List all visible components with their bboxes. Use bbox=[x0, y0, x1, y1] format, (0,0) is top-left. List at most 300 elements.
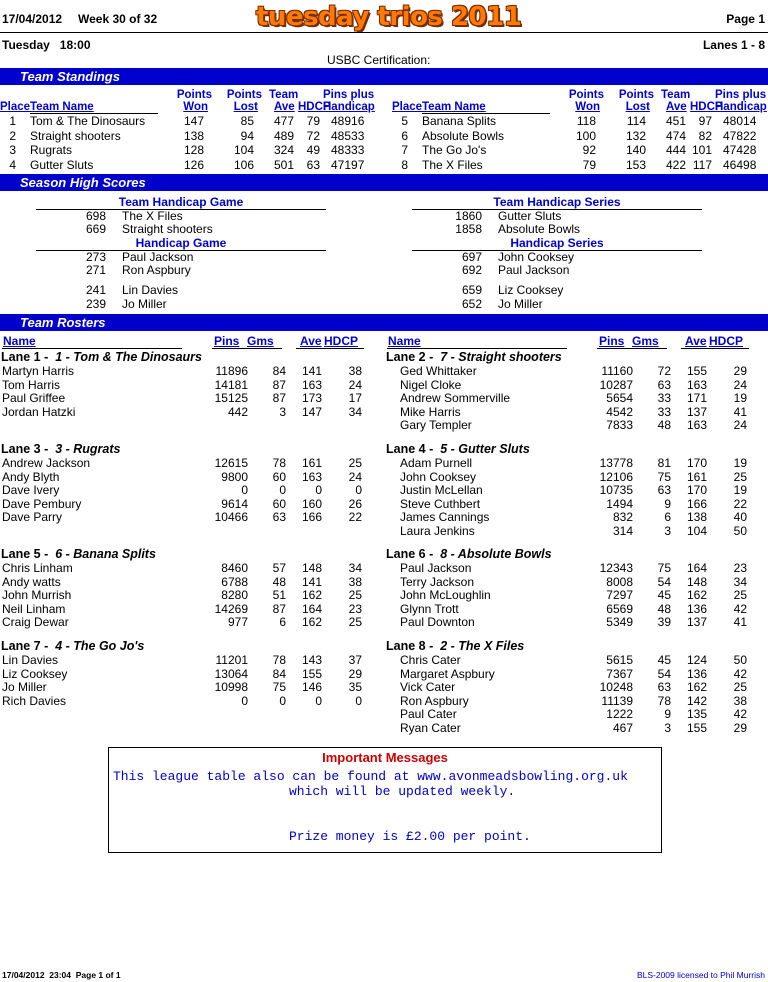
roster-average: 161 bbox=[686, 469, 707, 484]
lane-team-name: 2 - The X Files bbox=[440, 639, 525, 653]
messages-title: Important Messages bbox=[322, 750, 448, 765]
roster-handicap: 34 bbox=[348, 404, 362, 419]
roster-games: 45 bbox=[657, 653, 671, 667]
roster-handicap: 19 bbox=[733, 391, 747, 405]
roster-games: 63 bbox=[272, 510, 286, 524]
roster-col-ave: Ave bbox=[685, 334, 707, 348]
high-score-value: 1858 bbox=[455, 222, 482, 236]
standings-col-ave-1: Team bbox=[269, 89, 299, 101]
high-score-name: Paul Jackson bbox=[122, 250, 194, 264]
roster-games: 63 bbox=[657, 377, 671, 392]
roster-pins: 11160 bbox=[601, 364, 633, 378]
standings-points-won: 147 bbox=[183, 114, 204, 128]
high-score-name: Gutter Sluts bbox=[498, 209, 562, 223]
high-scores-heading: Season High Scores bbox=[20, 175, 146, 190]
roster-games: 84 bbox=[272, 666, 286, 681]
standings-points-lost: 114 bbox=[626, 114, 646, 128]
roster-player-name: Vick Cater bbox=[400, 680, 456, 694]
roster-pins: 14269 bbox=[214, 601, 248, 616]
roster-games: 3 bbox=[279, 404, 286, 419]
roster-handicap: 25 bbox=[733, 680, 747, 694]
messages-line-2: which will be updated weekly. bbox=[289, 784, 516, 799]
roster-player-name: Dave Parry bbox=[2, 510, 63, 524]
roster-player-name: Ron Aspbury bbox=[400, 693, 469, 708]
roster-average: 163 bbox=[301, 377, 322, 392]
standings-pins-plus: 48333 bbox=[331, 143, 365, 157]
roster-pins: 10735 bbox=[599, 483, 633, 497]
roster-handicap: 24 bbox=[733, 377, 747, 392]
roster-average: 170 bbox=[686, 483, 707, 497]
standings-col-lost-1: Points bbox=[618, 89, 654, 101]
roster-games: 48 bbox=[657, 601, 671, 616]
roster-handicap: 24 bbox=[733, 418, 747, 432]
lane-number: Lane 5 - bbox=[1, 547, 49, 561]
standings-col-hdcp: HDCP bbox=[298, 101, 331, 113]
standings-place: 5 bbox=[401, 114, 408, 128]
standings-team-name: Straight shooters bbox=[30, 128, 121, 143]
roster-player-name: John McLoughlin bbox=[400, 588, 491, 602]
roster-games: 60 bbox=[272, 469, 286, 484]
roster-pins: 7297 bbox=[606, 588, 633, 602]
roster-games: 75 bbox=[272, 680, 286, 694]
roster-average: 164 bbox=[301, 601, 322, 616]
standings-pins-plus: 48916 bbox=[331, 114, 365, 128]
roster-average: 163 bbox=[686, 377, 707, 392]
roster-handicap: 23 bbox=[733, 561, 747, 575]
roster-player-name: Martyn Harris bbox=[2, 364, 75, 378]
standings-col-won-1: Points bbox=[176, 89, 212, 101]
footer-printed: 17/04/2012 23:04 Page 1 of 1 bbox=[2, 970, 121, 980]
standings-hdcp: 79 bbox=[306, 114, 320, 128]
week-label: Week 30 of 32 bbox=[78, 12, 158, 26]
high-score-title: Handicap Series bbox=[510, 236, 604, 250]
roster-col-name: Name bbox=[388, 334, 421, 348]
roster-average: 142 bbox=[686, 693, 707, 708]
roster-pins: 6569 bbox=[606, 601, 633, 616]
roster-games: 63 bbox=[657, 483, 671, 497]
roster-player-name: Gary Templer bbox=[400, 418, 472, 432]
roster-handicap: 29 bbox=[348, 666, 362, 681]
standings-place: 3 bbox=[9, 143, 16, 157]
roster-col-ave: Ave bbox=[300, 334, 322, 348]
roster-handicap: 37 bbox=[348, 653, 362, 667]
roster-handicap: 22 bbox=[733, 496, 747, 511]
standings-col-lost-1: Points bbox=[226, 89, 262, 101]
roster-average: 166 bbox=[301, 510, 322, 524]
roster-games: 78 bbox=[657, 693, 671, 708]
roster-pins: 13778 bbox=[599, 456, 633, 470]
roster-pins: 11896 bbox=[215, 364, 248, 378]
roster-pins: 13064 bbox=[214, 666, 248, 681]
roster-player-name: James Cannings bbox=[400, 510, 490, 524]
high-score-name: Jo Miller bbox=[122, 297, 167, 311]
roster-handicap: 25 bbox=[733, 469, 747, 484]
high-score-value: 659 bbox=[461, 283, 482, 297]
roster-player-name: Margaret Aspbury bbox=[400, 666, 495, 681]
roster-average: 155 bbox=[686, 364, 707, 378]
standings-points-won: 128 bbox=[183, 143, 204, 157]
lane-number: Lane 1 - bbox=[1, 350, 49, 364]
high-score-value: 698 bbox=[85, 209, 106, 223]
standings-team-ave: 477 bbox=[273, 114, 294, 128]
roster-player-name: Tom Harris bbox=[2, 377, 61, 392]
lane-number: Lane 7 - bbox=[1, 639, 49, 653]
standings-team-name: Banana Splits bbox=[422, 114, 497, 128]
roster-games: 33 bbox=[657, 404, 671, 419]
standings-pins-plus: 48533 bbox=[331, 128, 365, 143]
roster-games: 75 bbox=[657, 561, 671, 575]
report-date: 17/04/2012 bbox=[2, 12, 63, 26]
roster-handicap: 34 bbox=[348, 561, 362, 575]
roster-pins: 5615 bbox=[606, 653, 633, 667]
roster-ave-rule bbox=[296, 348, 364, 349]
roster-games: 87 bbox=[272, 391, 286, 405]
standings-place: 7 bbox=[401, 143, 408, 157]
roster-handicap: 25 bbox=[348, 456, 362, 470]
standings-points-won: 79 bbox=[582, 157, 596, 172]
roster-games: 78 bbox=[272, 456, 286, 470]
messages-line-1: This league table also can be found at www.avonmeadsbowling.org.uk bbox=[113, 769, 628, 784]
high-score-value: 692 bbox=[461, 263, 482, 277]
lane-heading bbox=[386, 547, 552, 561]
standings-pins-plus: 47428 bbox=[723, 143, 757, 157]
day-time: Tuesday 18:00 bbox=[2, 38, 91, 52]
roster-pins-rule bbox=[597, 348, 667, 349]
roster-games: 0 bbox=[279, 483, 286, 497]
roster-handicap: 38 bbox=[348, 574, 362, 589]
roster-pins: 1494 bbox=[606, 496, 633, 511]
roster-games: 81 bbox=[657, 456, 671, 470]
standings-col-lost-2: Lost bbox=[625, 101, 650, 113]
roster-handicap: 19 bbox=[733, 483, 747, 497]
roster-handicap: 25 bbox=[733, 588, 747, 602]
roster-average: 138 bbox=[686, 510, 707, 524]
roster-games: 45 bbox=[657, 588, 671, 602]
standings-col-pins-2: Handicap bbox=[323, 101, 375, 113]
roster-average: 162 bbox=[686, 680, 707, 694]
rosters-heading: Team Rosters bbox=[20, 315, 106, 330]
roster-player-name: Lin Davies bbox=[2, 653, 59, 667]
roster-col-name: Name bbox=[3, 334, 36, 348]
roster-pins: 10287 bbox=[599, 377, 633, 392]
roster-pins: 11201 bbox=[215, 653, 248, 667]
roster-pins: 832 bbox=[612, 510, 633, 524]
high-score-title: Handicap Game bbox=[135, 236, 227, 250]
lane-heading bbox=[1, 350, 202, 364]
roster-pins: 0 bbox=[241, 483, 248, 497]
standings-hdcp: 63 bbox=[306, 157, 320, 172]
high-score-name: Ron Aspbury bbox=[122, 263, 191, 277]
roster-average: 173 bbox=[301, 391, 322, 405]
roster-pins: 10466 bbox=[214, 510, 248, 524]
roster-average: 164 bbox=[686, 561, 707, 575]
roster-average: 166 bbox=[686, 496, 707, 511]
roster-pins: 0 bbox=[241, 693, 248, 708]
roster-pins: 6788 bbox=[221, 574, 248, 589]
roster-pins: 14181 bbox=[214, 377, 248, 392]
roster-average: 0 bbox=[315, 693, 322, 708]
standings-team-name: Gutter Sluts bbox=[30, 157, 94, 172]
roster-pins: 12106 bbox=[599, 469, 633, 484]
roster-average: 155 bbox=[686, 720, 707, 735]
roster-pins: 10248 bbox=[599, 680, 633, 694]
lane-heading bbox=[386, 350, 562, 364]
standings-col-place: Place bbox=[392, 101, 423, 113]
roster-player-name: Nigel Cloke bbox=[400, 377, 462, 392]
roster-games: 54 bbox=[657, 574, 671, 589]
roster-average: 141 bbox=[301, 574, 322, 589]
standings-team-name: Tom & The Dinosaurs bbox=[30, 114, 146, 128]
roster-handicap: 0 bbox=[355, 483, 362, 497]
roster-handicap: 22 bbox=[348, 510, 362, 524]
high-score-name: John Cooksey bbox=[498, 250, 575, 264]
certification: USBC Certification: bbox=[327, 53, 431, 67]
roster-average: 148 bbox=[686, 574, 707, 589]
roster-player-name: Glynn Trott bbox=[400, 601, 459, 616]
roster-handicap: 24 bbox=[348, 377, 362, 392]
high-score-name: Paul Jackson bbox=[498, 263, 570, 277]
roster-col-gms: Gms bbox=[632, 334, 659, 348]
lane-team-name: 7 - Straight shooters bbox=[440, 350, 562, 364]
roster-player-name: Jo Miller bbox=[2, 680, 47, 694]
lane-heading bbox=[1, 442, 121, 456]
standings-place: 6 bbox=[401, 128, 408, 143]
standings-hdcp: 97 bbox=[698, 114, 712, 128]
standings-place: 2 bbox=[9, 128, 16, 143]
roster-player-name: Paul Downton bbox=[400, 615, 475, 629]
roster-games: 57 bbox=[272, 561, 286, 575]
roster-player-name: Steve Cuthbert bbox=[400, 496, 481, 511]
standings-points-won: 138 bbox=[183, 128, 204, 143]
roster-average: 147 bbox=[301, 404, 322, 419]
standings-team-name: The X Files bbox=[422, 157, 483, 172]
roster-pins: 1222 bbox=[606, 707, 633, 721]
roster-ave-rule bbox=[681, 348, 749, 349]
roster-handicap: 0 bbox=[355, 693, 362, 708]
lane-team-name: 6 - Banana Splits bbox=[55, 547, 156, 561]
roster-games: 54 bbox=[657, 666, 671, 681]
roster-handicap: 42 bbox=[733, 707, 747, 721]
lane-number: Lane 2 - bbox=[386, 350, 434, 364]
roster-average: 162 bbox=[301, 588, 322, 602]
roster-player-name: Ged Whittaker bbox=[400, 364, 477, 378]
roster-pins: 7833 bbox=[606, 418, 633, 432]
roster-average: 170 bbox=[686, 456, 707, 470]
standings-points-lost: 94 bbox=[240, 128, 254, 143]
roster-pins: 12343 bbox=[599, 561, 633, 575]
roster-player-name: Liz Cooksey bbox=[2, 666, 68, 681]
standings-place: 8 bbox=[401, 157, 408, 172]
roster-pins: 9614 bbox=[221, 496, 248, 511]
standings-team-name: Rugrats bbox=[30, 143, 73, 157]
roster-col-hdcp: HDCP bbox=[324, 334, 359, 348]
roster-pins: 5654 bbox=[606, 391, 633, 405]
lane-heading bbox=[1, 639, 144, 653]
standings-points-won: 100 bbox=[575, 128, 596, 143]
roster-player-name: Mike Harris bbox=[400, 404, 461, 419]
roster-name-rule bbox=[2, 348, 182, 349]
high-score-value: 273 bbox=[85, 250, 106, 264]
standings-team-ave: 474 bbox=[665, 128, 686, 143]
high-score-value: 241 bbox=[85, 283, 106, 297]
high-scores-bar bbox=[0, 174, 768, 191]
roster-games: 63 bbox=[657, 680, 671, 694]
standings-team-ave: 324 bbox=[273, 143, 294, 157]
roster-pins: 8460 bbox=[221, 561, 248, 575]
roster-player-name: Terry Jackson bbox=[400, 574, 475, 589]
roster-games: 9 bbox=[664, 707, 671, 721]
roster-player-name: Andrew Jackson bbox=[2, 456, 91, 470]
standings-col-pins-1: Pins plus bbox=[323, 89, 375, 101]
roster-average: 161 bbox=[301, 456, 322, 470]
roster-player-name: Rich Davies bbox=[2, 693, 67, 708]
roster-pins-rule bbox=[212, 348, 282, 349]
roster-average: 135 bbox=[686, 707, 707, 721]
roster-handicap: 25 bbox=[348, 615, 362, 629]
roster-player-name: Andrew Sommerville bbox=[400, 391, 511, 405]
standings-hdcp: 72 bbox=[306, 128, 320, 143]
standings-team-name: The Go Jo's bbox=[422, 143, 487, 157]
roster-player-name: Justin McLellan bbox=[400, 483, 483, 497]
roster-average: 163 bbox=[301, 469, 322, 484]
roster-games: 6 bbox=[664, 510, 671, 524]
roster-games: 87 bbox=[272, 601, 286, 616]
roster-average: 104 bbox=[686, 523, 707, 538]
lane-heading bbox=[386, 639, 524, 653]
roster-average: 155 bbox=[301, 666, 322, 681]
roster-player-name: Chris Cater bbox=[400, 653, 461, 667]
standings-team-name: Absolute Bowls bbox=[422, 128, 505, 143]
standings-hdcp: 82 bbox=[698, 128, 712, 143]
standings-heading: Team Standings bbox=[20, 69, 120, 84]
standings-points-lost: 140 bbox=[625, 143, 646, 157]
high-score-title: Team Handicap Game bbox=[118, 195, 244, 209]
standings-col-won-1: Points bbox=[568, 89, 604, 101]
standings-team-ave: 501 bbox=[273, 157, 294, 172]
roster-pins: 4542 bbox=[606, 404, 633, 419]
standings-points-lost: 153 bbox=[625, 157, 646, 172]
standings-col-won-2: Won bbox=[575, 101, 600, 113]
roster-games: 48 bbox=[272, 574, 286, 589]
lane-team-name: 5 - Gutter Sluts bbox=[440, 442, 530, 456]
lane-number: Lane 8 - bbox=[386, 639, 434, 653]
roster-games: 3 bbox=[664, 523, 671, 538]
roster-handicap: 23 bbox=[348, 601, 362, 616]
roster-handicap: 29 bbox=[733, 364, 747, 378]
roster-handicap: 25 bbox=[348, 588, 362, 602]
standings-points-lost: 132 bbox=[625, 128, 646, 143]
standings-col-team-name: Team Name bbox=[422, 101, 486, 113]
roster-games: 6 bbox=[279, 615, 286, 629]
roster-player-name: Paul Cater bbox=[400, 707, 457, 721]
roster-average: 162 bbox=[301, 615, 322, 629]
roster-average: 141 bbox=[301, 364, 322, 378]
roster-games: 9 bbox=[664, 496, 671, 511]
roster-handicap: 29 bbox=[733, 720, 747, 735]
roster-player-name: Laura Jenkins bbox=[400, 523, 475, 538]
standings-col-team-name: Team Name bbox=[30, 101, 94, 113]
lane-team-name: 8 - Absolute Bowls bbox=[440, 547, 552, 561]
roster-player-name: Andy watts bbox=[2, 574, 61, 589]
messages-line-3: Prize money is £2.00 per point. bbox=[289, 829, 531, 844]
roster-handicap: 35 bbox=[348, 680, 362, 694]
high-score-title: Team Handicap Series bbox=[493, 195, 621, 209]
roster-average: 137 bbox=[686, 404, 707, 419]
roster-player-name: John Cooksey bbox=[400, 469, 477, 484]
roster-games: 33 bbox=[657, 391, 671, 405]
roster-pins: 9800 bbox=[221, 469, 248, 484]
roster-pins: 8008 bbox=[606, 574, 633, 589]
roster-col-gms: Gms bbox=[247, 334, 274, 348]
standings-team-ave: 489 bbox=[273, 128, 294, 143]
high-score-name: The X Files bbox=[122, 209, 183, 223]
standings-team-ave: 422 bbox=[665, 157, 686, 172]
important-messages-box bbox=[108, 747, 662, 853]
roster-handicap: 19 bbox=[733, 456, 747, 470]
roster-player-name: Paul Griffee bbox=[2, 391, 66, 405]
lane-number: Lane 3 - bbox=[1, 442, 49, 456]
roster-player-name: John Murrish bbox=[2, 588, 72, 602]
roster-games: 75 bbox=[657, 469, 671, 484]
roster-col-hdcp: HDCP bbox=[709, 334, 744, 348]
roster-col-pins: Pins bbox=[599, 334, 625, 348]
roster-average: 146 bbox=[301, 680, 322, 694]
standings-col-ave-2: Ave bbox=[666, 101, 687, 113]
standings-team-ave: 451 bbox=[665, 114, 686, 128]
roster-player-name: Dave Ivery bbox=[2, 483, 60, 497]
standings-col-ave-1: Team bbox=[661, 89, 691, 101]
lanes-label: Lanes 1 - 8 bbox=[702, 38, 765, 52]
standings-hdcp: 101 bbox=[691, 143, 712, 157]
high-score-value: 697 bbox=[461, 250, 482, 264]
roster-handicap: 38 bbox=[733, 693, 747, 708]
roster-pins: 5349 bbox=[606, 615, 633, 629]
roster-handicap: 50 bbox=[733, 653, 747, 667]
roster-games: 3 bbox=[664, 720, 671, 735]
roster-pins: 314 bbox=[612, 523, 633, 538]
rosters-bar bbox=[0, 314, 768, 331]
standings-bar bbox=[0, 68, 768, 85]
standings-pins-plus: 47197 bbox=[331, 157, 365, 172]
lane-team-name: 1 - Tom & The Dinosaurs bbox=[55, 350, 202, 364]
roster-games: 0 bbox=[279, 693, 286, 708]
high-score-value: 652 bbox=[461, 297, 482, 311]
roster-average: 162 bbox=[686, 588, 707, 602]
standings-hdcp: 117 bbox=[692, 157, 712, 172]
roster-handicap: 42 bbox=[733, 666, 747, 681]
roster-handicap: 38 bbox=[348, 364, 362, 378]
roster-pins: 12615 bbox=[214, 456, 248, 470]
standings-points-won: 118 bbox=[576, 114, 596, 128]
roster-average: 143 bbox=[301, 653, 322, 667]
standings-points-won: 92 bbox=[582, 143, 596, 157]
high-score-value: 1860 bbox=[455, 209, 482, 223]
roster-games: 51 bbox=[272, 588, 286, 602]
roster-player-name: Craig Dewar bbox=[2, 615, 69, 629]
standings-points-lost: 106 bbox=[233, 157, 254, 172]
high-score-value: 239 bbox=[85, 297, 106, 311]
roster-pins: 977 bbox=[227, 615, 248, 629]
standings-col-lost-2: Lost bbox=[233, 101, 258, 113]
roster-name-rule bbox=[387, 348, 567, 349]
roster-average: 137 bbox=[686, 615, 707, 629]
roster-handicap: 41 bbox=[733, 615, 747, 629]
lane-number: Lane 6 - bbox=[386, 547, 434, 561]
roster-average: 163 bbox=[686, 418, 707, 432]
roster-games: 48 bbox=[657, 418, 671, 432]
roster-player-name: Paul Jackson bbox=[400, 561, 472, 575]
roster-player-name: Jordan Hatzki bbox=[2, 404, 76, 419]
